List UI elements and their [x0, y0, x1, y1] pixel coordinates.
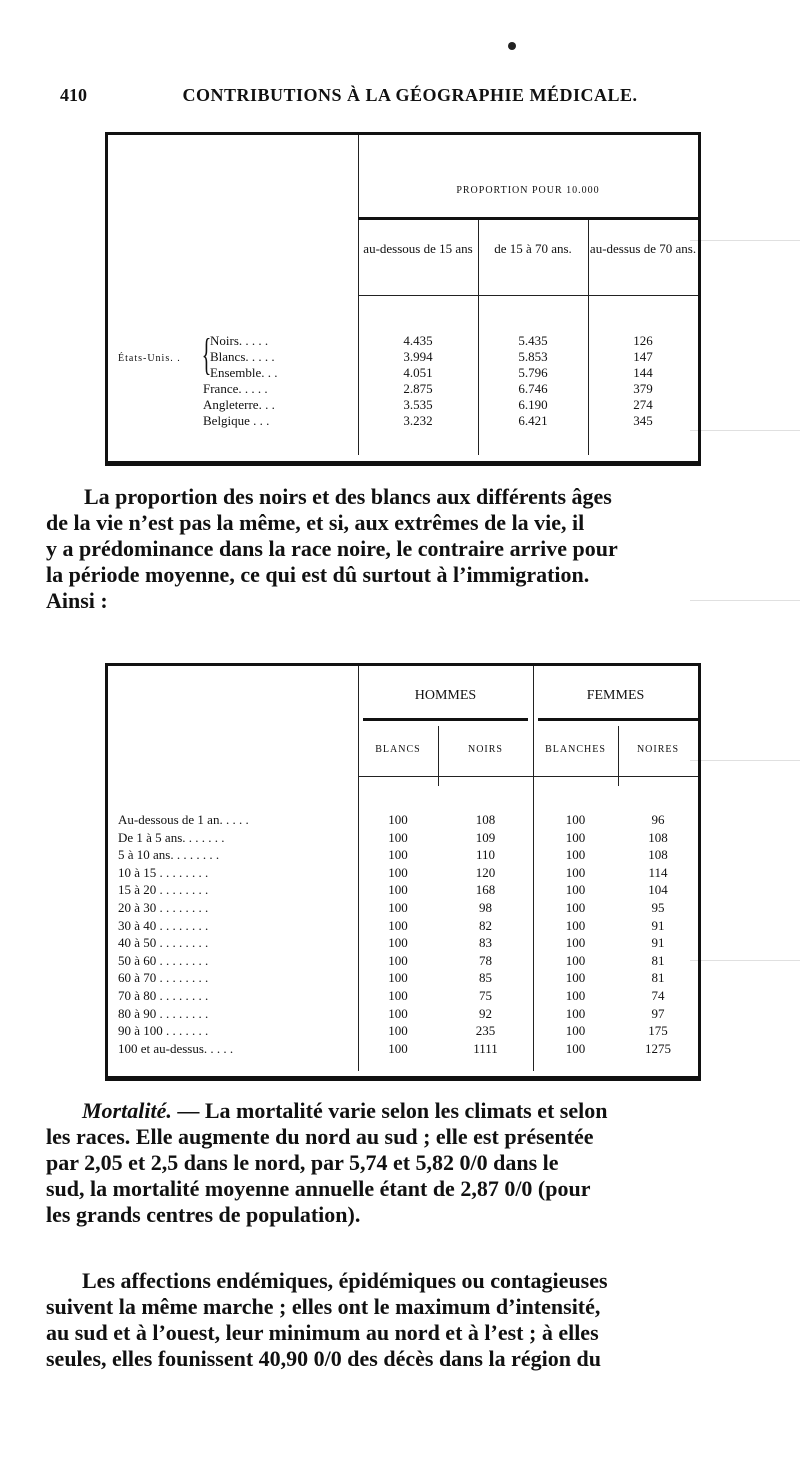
cell: 109: [475, 829, 496, 845]
cell: 100: [565, 1023, 586, 1039]
cell: 4.051: [403, 365, 433, 380]
cell: 274: [633, 397, 653, 412]
cell: 100: [565, 935, 586, 951]
cell: 97: [651, 1005, 665, 1021]
cell: 100: [388, 952, 408, 968]
row-label: 40 à 50 . . . . . . . .: [118, 935, 209, 951]
cell: 235: [475, 1023, 496, 1039]
header-rule: [538, 718, 698, 721]
cell: 85: [479, 970, 492, 986]
cell: 345: [633, 413, 653, 428]
row-label: France. . . . .: [203, 381, 268, 396]
row-label: 30 à 40 . . . . . . . .: [118, 917, 209, 933]
cell: 6.746: [518, 381, 548, 396]
text-line: y a prédominance dans la race noire, le contraire arrive pour: [46, 536, 618, 561]
cell: 100: [565, 864, 586, 880]
text-line: La proportion des noirs et des blancs aux différents âges: [84, 484, 612, 509]
cell: 96: [651, 812, 665, 827]
cell: 100: [388, 1040, 408, 1056]
bleed-rule: [690, 430, 800, 431]
row-label: 5 à 10 ans. . . . . . . .: [118, 847, 220, 863]
cell: 120: [475, 864, 496, 880]
cell: 78: [479, 952, 492, 968]
bleed-rule: [690, 240, 800, 241]
subcolumn-header: NOIRES: [636, 744, 680, 755]
cell: 81: [651, 952, 665, 968]
ink-dot: [508, 42, 516, 50]
cell: 1111: [473, 1040, 498, 1056]
cell: 100: [388, 935, 408, 951]
cell: 95: [651, 900, 665, 915]
row-label: 10 à 15 . . . . . . . .: [118, 864, 209, 880]
cell: 3.535: [403, 397, 433, 412]
running-title: CONTRIBUTIONS À LA GÉOGRAPHIE MÉDICALE.: [182, 85, 638, 105]
table1-col-header: au-dessus de 70 ans.: [589, 241, 697, 256]
row-label: Angleterre. . .: [203, 397, 275, 412]
age-proportion-table: [105, 132, 701, 466]
cell: 3.994: [403, 349, 433, 364]
group-header-femmes: FEMMES: [586, 688, 645, 703]
row-label: Belgique . . .: [203, 413, 270, 428]
cell: 100: [388, 917, 408, 933]
cell: 114: [648, 864, 668, 880]
text-line: les races. Elle augmente du nord au sud ; elle est présentée: [46, 1124, 594, 1149]
cell: 100: [388, 812, 408, 827]
cell: 74: [651, 988, 665, 1003]
brace-icon: {: [201, 330, 212, 379]
cell: 100: [565, 917, 586, 933]
cell: 100: [388, 1023, 408, 1039]
subcolumn-header: BLANCS: [375, 744, 421, 755]
text-line: sud, la mortalité moyenne annuelle étant de 2,87 0/0 (pour: [46, 1176, 591, 1201]
text-line: la période moyenne, ce qui est dû surtout à l’immigration.: [46, 562, 590, 587]
text-line: Ainsi :: [46, 588, 108, 613]
cell: 5.853: [518, 349, 548, 364]
row-label: Noirs. . . . .: [210, 333, 269, 348]
cell: 100: [565, 882, 586, 898]
cell: 100: [388, 970, 408, 986]
cell: 168: [475, 882, 496, 898]
row-label: 50 à 60 . . . . . . . .: [118, 952, 209, 968]
cell: 1275: [645, 1040, 671, 1056]
cell: 5.435: [518, 333, 548, 348]
cell: 100: [565, 829, 586, 845]
cell: 100: [388, 900, 408, 915]
table1-super-header: PROPORTION POUR 10.000: [456, 185, 600, 196]
section-lead: Mortalité.: [82, 1098, 172, 1123]
row-label: 15 à 20 . . . . . . . .: [118, 882, 209, 898]
cell: 4.435: [403, 333, 433, 348]
header-rule: [363, 718, 528, 721]
text-line: au sud et à l’ouest, leur minimum au nord et à l’est ; à elles: [46, 1320, 599, 1345]
text-line: par 2,05 et 2,5 dans le nord, par 5,74 et 5,82 0/0 dans le: [46, 1150, 559, 1175]
row-label: Blancs. . . . .: [210, 349, 275, 364]
cell: 91: [651, 917, 665, 933]
cell: 100: [565, 1005, 586, 1021]
cell: 5.796: [518, 365, 548, 380]
cell: 3.232: [403, 413, 433, 428]
row-label: 70 à 80 . . . . . . . .: [118, 988, 209, 1003]
cell: 6.190: [518, 397, 548, 412]
cell: 75: [479, 988, 492, 1003]
paragraph-affections: [46, 1268, 772, 1372]
cell: 100: [565, 952, 586, 968]
header-rule: [358, 217, 698, 220]
table1-col-header: de 15 à 70 ans.: [494, 241, 572, 256]
cell: 100: [388, 847, 408, 863]
page-number: 410: [60, 85, 87, 105]
cell: 110: [475, 847, 496, 863]
cell: 100: [565, 1040, 586, 1056]
cell: 100: [388, 1005, 408, 1021]
running-header: [60, 85, 760, 115]
cell: 175: [648, 1023, 668, 1039]
cell: 126: [633, 333, 653, 348]
text-line: Les affections endémiques, épidémiques ou contagieuses: [82, 1268, 608, 1293]
subcolumn-header: BLANCHES: [545, 744, 606, 755]
header-rule: [358, 295, 698, 296]
group-label-etats-unis: États-Unis. .: [118, 353, 181, 364]
row-label: Ensemble. . .: [210, 365, 278, 380]
paragraph-mortalite: [46, 1098, 772, 1228]
cell: 81: [651, 970, 665, 986]
cell: 108: [475, 812, 496, 827]
cell: 100: [565, 847, 586, 863]
cell: 98: [479, 900, 492, 915]
cell: 100: [565, 812, 586, 827]
cell: 100: [388, 829, 408, 845]
text-line: seules, elles founissent 40,90 0/0 des décès dans la région du: [46, 1346, 601, 1371]
cell: 83: [479, 935, 492, 951]
row-label: Au-dessous de 1 an. . . . .: [118, 812, 249, 827]
bleed-rule: [690, 760, 800, 761]
row-label: 90 à 100 . . . . . . .: [118, 1023, 209, 1039]
text-line: suivent la même marche ; elles ont le maximum d’intensité,: [46, 1294, 601, 1319]
text-line: les grands centres de population).: [46, 1202, 361, 1227]
sex-race-ratio-table: [105, 663, 701, 1081]
group-header-hommes: HOMMES: [414, 688, 477, 703]
row-label: 20 à 30 . . . . . . . .: [118, 900, 209, 915]
subcolumn-header: NOIRS: [467, 744, 503, 755]
text-line: de la vie n’est pas la même, et si, aux extrêmes de la vie, il: [46, 510, 585, 535]
cell: 144: [633, 365, 653, 380]
cell: 6.421: [518, 413, 548, 428]
table1-col-header: au-dessous de 15 ans: [363, 241, 473, 256]
cell: 91: [651, 935, 665, 951]
row-label: De 1 à 5 ans. . . . . . .: [118, 829, 225, 845]
cell: 2.875: [403, 381, 433, 396]
cell: 82: [479, 917, 492, 933]
cell: 100: [565, 988, 586, 1003]
cell: 100: [565, 970, 586, 986]
text-line: — La mortalité varie selon les climats et selon: [171, 1098, 608, 1123]
row-label: 60 à 70 . . . . . . . .: [118, 970, 209, 986]
row-label: 80 à 90 . . . . . . . .: [118, 1005, 209, 1021]
cell: 108: [648, 847, 668, 863]
bleed-rule: [690, 960, 800, 961]
cell: 100: [388, 882, 408, 898]
cell: 147: [633, 349, 653, 364]
cell: 100: [388, 864, 408, 880]
cell: 100: [388, 988, 408, 1003]
paragraph-proportion: [46, 484, 772, 614]
cell: 100: [565, 900, 586, 915]
cell: 108: [648, 829, 668, 845]
row-label: 100 et au-dessus. . . . .: [118, 1040, 234, 1056]
cell: 92: [479, 1005, 492, 1021]
header-rule: [358, 776, 698, 777]
cell: 104: [648, 882, 668, 898]
cell: 379: [633, 381, 653, 396]
